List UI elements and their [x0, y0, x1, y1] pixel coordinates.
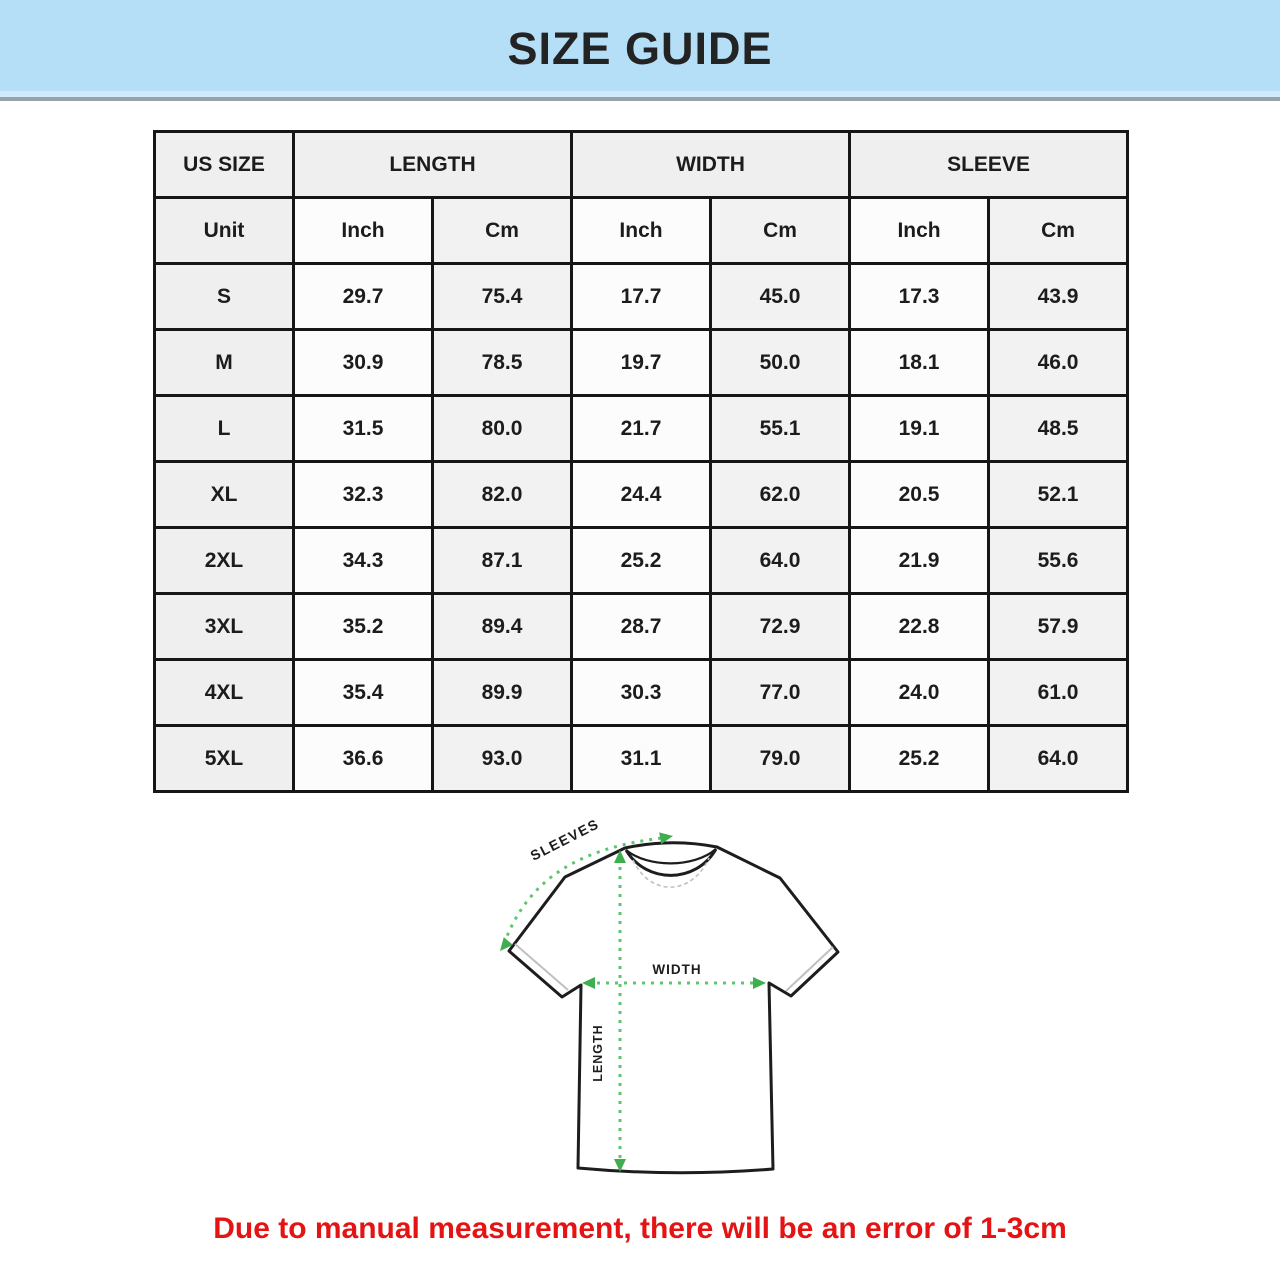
width-header: WIDTH — [572, 132, 850, 198]
measurement-disclaimer: Due to manual measurement, there will be an error of 1-3cm — [213, 1212, 1067, 1245]
value-cell: 55.6 — [989, 528, 1128, 594]
size-cell: 5XL — [155, 726, 294, 792]
unit-cell: Inch — [572, 198, 711, 264]
table-row — [155, 726, 1128, 792]
size-cell: XL — [155, 462, 294, 528]
value-cell: 34.3 — [294, 528, 433, 594]
tshirt-outline — [509, 843, 838, 1173]
value-cell: 35.2 — [294, 594, 433, 660]
value-cell: 52.1 — [989, 462, 1128, 528]
size-cell: 3XL — [155, 594, 294, 660]
length-header: LENGTH — [294, 132, 572, 198]
value-cell: 28.7 — [572, 594, 711, 660]
value-cell: 89.9 — [433, 660, 572, 726]
size-cell: 4XL — [155, 660, 294, 726]
value-cell: 72.9 — [711, 594, 850, 660]
value-cell: 24.0 — [850, 660, 989, 726]
value-cell: 46.0 — [989, 330, 1128, 396]
unit-label: Unit — [155, 198, 294, 264]
value-cell: 19.1 — [850, 396, 989, 462]
sleeves-label: SLEEVES — [527, 815, 602, 864]
value-cell: 30.9 — [294, 330, 433, 396]
value-cell: 36.6 — [294, 726, 433, 792]
unit-cell: Cm — [433, 198, 572, 264]
value-cell: 17.7 — [572, 264, 711, 330]
value-cell: 24.4 — [572, 462, 711, 528]
unit-cell: Inch — [294, 198, 433, 264]
page-title: SIZE GUIDE — [507, 22, 773, 74]
value-cell: 21.9 — [850, 528, 989, 594]
value-cell: 64.0 — [711, 528, 850, 594]
size-cell: L — [155, 396, 294, 462]
value-cell: 75.4 — [433, 264, 572, 330]
title-banner — [0, 0, 1280, 101]
size-cell: 2XL — [155, 528, 294, 594]
value-cell: 43.9 — [989, 264, 1128, 330]
value-cell: 64.0 — [989, 726, 1128, 792]
table-row — [155, 264, 1128, 330]
table-row — [155, 462, 1128, 528]
value-cell: 35.4 — [294, 660, 433, 726]
value-cell: 80.0 — [433, 396, 572, 462]
table-row — [155, 330, 1128, 396]
value-cell: 30.3 — [572, 660, 711, 726]
unit-cell: Cm — [711, 198, 850, 264]
size-table-container — [153, 130, 1126, 793]
size-cell: S — [155, 264, 294, 330]
value-cell: 31.1 — [572, 726, 711, 792]
value-cell: 25.2 — [572, 528, 711, 594]
table-row — [155, 396, 1128, 462]
value-cell: 78.5 — [433, 330, 572, 396]
value-cell: 79.0 — [711, 726, 850, 792]
value-cell: 21.7 — [572, 396, 711, 462]
value-cell: 61.0 — [989, 660, 1128, 726]
unit-row — [155, 198, 1128, 264]
value-cell: 22.8 — [850, 594, 989, 660]
table-row — [155, 594, 1128, 660]
group-header-row — [155, 132, 1128, 198]
value-cell: 62.0 — [711, 462, 850, 528]
value-cell: 18.1 — [850, 330, 989, 396]
value-cell: 50.0 — [711, 330, 850, 396]
length-label: LENGTH — [591, 1024, 605, 1082]
value-cell: 55.1 — [711, 396, 850, 462]
value-cell: 20.5 — [850, 462, 989, 528]
value-cell: 17.3 — [850, 264, 989, 330]
value-cell: 29.7 — [294, 264, 433, 330]
value-cell: 82.0 — [433, 462, 572, 528]
value-cell: 25.2 — [850, 726, 989, 792]
unit-cell: Inch — [850, 198, 989, 264]
value-cell: 77.0 — [711, 660, 850, 726]
value-cell: 31.5 — [294, 396, 433, 462]
value-cell: 48.5 — [989, 396, 1128, 462]
value-cell: 19.7 — [572, 330, 711, 396]
sleeve-header: SLEEVE — [850, 132, 1128, 198]
value-cell: 32.3 — [294, 462, 433, 528]
value-cell: 45.0 — [711, 264, 850, 330]
unit-cell: Cm — [989, 198, 1128, 264]
us-size-header: US SIZE — [155, 132, 294, 198]
width-label: WIDTH — [652, 962, 702, 977]
tshirt-diagram — [440, 800, 900, 1220]
size-cell: M — [155, 330, 294, 396]
value-cell: 93.0 — [433, 726, 572, 792]
table-row — [155, 528, 1128, 594]
table-row — [155, 660, 1128, 726]
value-cell: 57.9 — [989, 594, 1128, 660]
value-cell: 87.1 — [433, 528, 572, 594]
size-table — [153, 130, 1129, 793]
value-cell: 89.4 — [433, 594, 572, 660]
